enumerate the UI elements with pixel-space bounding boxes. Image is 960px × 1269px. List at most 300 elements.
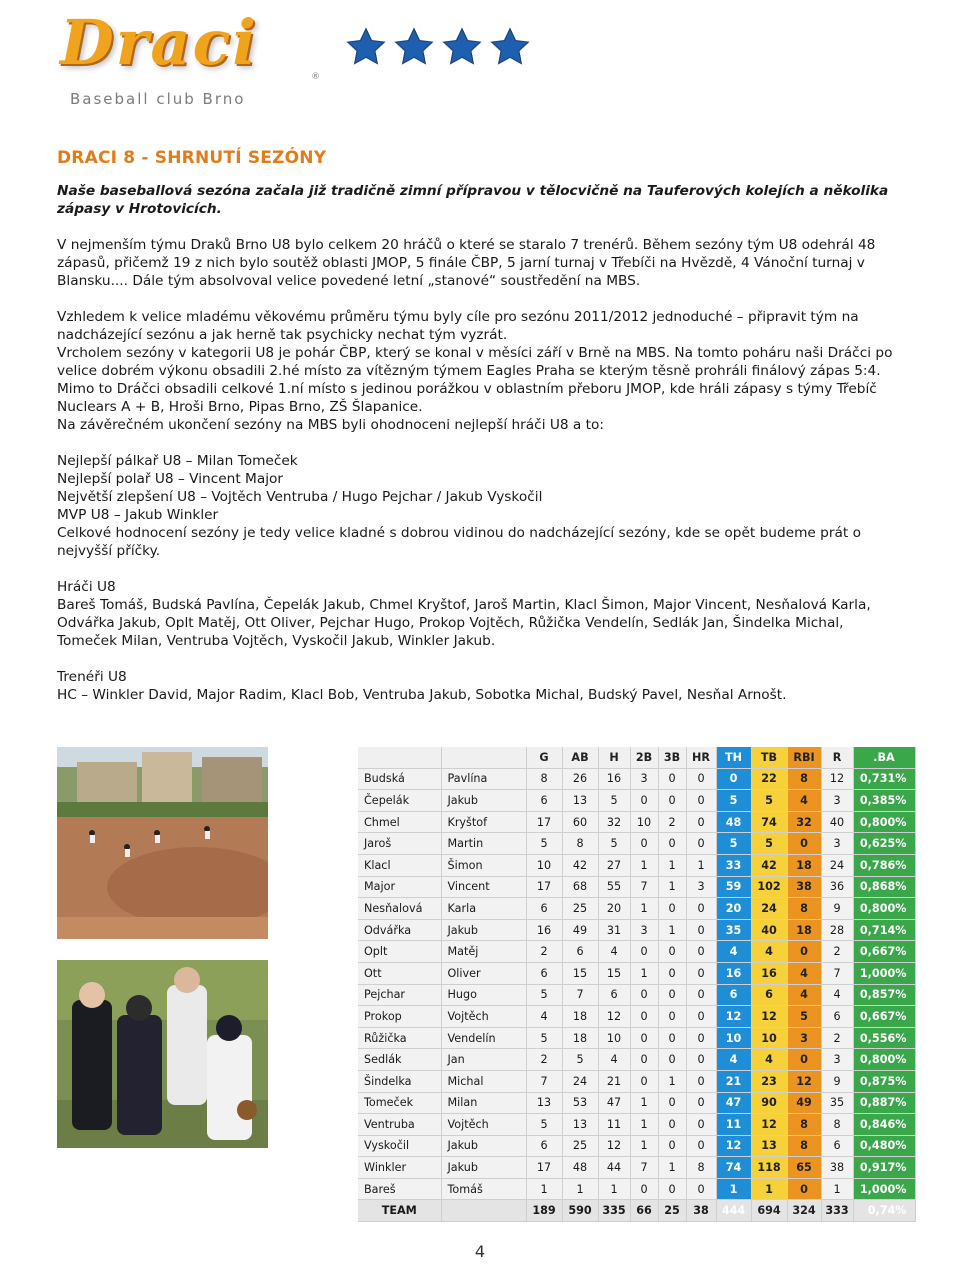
table-cell: 13 (751, 1135, 787, 1157)
table-cell: Vincent (441, 876, 526, 898)
table-row (358, 919, 915, 941)
table-cell: 0 (658, 768, 686, 790)
table-cell: 0 (658, 941, 686, 963)
column-header: H (598, 747, 630, 768)
table-cell: 0 (658, 898, 686, 920)
table-cell: 0 (686, 790, 716, 812)
table-cell: Michal (441, 1070, 526, 1092)
table-cell: 0 (686, 962, 716, 984)
table-cell: 42 (751, 854, 787, 876)
column-header: AB (562, 747, 598, 768)
table-cell: 6 (716, 984, 751, 1006)
page-title: DRACI 8 - SHRNUTÍ SEZÓNY (57, 148, 327, 168)
table-cell: 3 (630, 768, 658, 790)
table-cell: 7 (526, 1070, 562, 1092)
table-cell: 6 (598, 984, 630, 1006)
table-cell: 0,887% (853, 1092, 915, 1114)
table-cell: 324 (787, 1200, 821, 1222)
table-cell (441, 1200, 526, 1222)
logo-wordmark: Draci (60, 6, 258, 79)
table-cell: 40 (821, 811, 853, 833)
baseball-field-photo (57, 747, 268, 939)
table-cell: 1 (598, 1178, 630, 1200)
table-cell: 5 (598, 790, 630, 812)
table-cell: 3 (686, 876, 716, 898)
table-cell: Prokop (358, 1006, 441, 1028)
table-cell: 0 (686, 811, 716, 833)
paragraph-goals: Vzhledem k velice mladému věkovému průměru týmu byly cíle pro sezónu 2011/2012 jednoduché – připravit tým na nadcházející sezónu a jak herně tak psychicky nechat tým vyzrát. (57, 309, 859, 343)
table-cell: 21 (716, 1070, 751, 1092)
table-cell: 40 (751, 919, 787, 941)
column-header: HR (686, 747, 716, 768)
table-cell: 6 (526, 962, 562, 984)
table-cell: 26 (562, 768, 598, 790)
table-cell: 12 (716, 1135, 751, 1157)
table-cell: 5 (716, 833, 751, 855)
table-cell: 8 (526, 768, 562, 790)
table-cell: Ventruba (358, 1114, 441, 1136)
table-cell: 10 (526, 854, 562, 876)
paragraph-highlight: Vrcholem sezóny v kategorii U8 je pohár ČBP, který se konal v měsíci září v Brně na MBS. Na tomto poháru naši Dráčci po velice dobrém výkonu obsadili 2.hé místo za vítězným týmem Eagles Praha se kterým těsně prohráli finálový zápas 5:4. Mimo to Dráčci obsadili celkové 1.ní místo s jedinou porážkou v oblastním přeboru JMOP, kde hráli zápasy s týmy Třebíč Nuclears A + B, Hroši Brno, Pipas Brno, ZŠ Šlapanice. (57, 345, 893, 415)
table-cell: 8 (787, 768, 821, 790)
table-cell: 0,556% (853, 1027, 915, 1049)
table-cell: 3 (821, 833, 853, 855)
column-header: 3B (658, 747, 686, 768)
table-cell: 4 (526, 1006, 562, 1028)
table-cell: 0 (630, 1049, 658, 1071)
table-cell: 0,868% (853, 876, 915, 898)
table-cell: 0 (658, 790, 686, 812)
table-cell: Major (358, 876, 441, 898)
table-cell: 0,875% (853, 1070, 915, 1092)
table-cell: 16 (716, 962, 751, 984)
table-cell: 335 (598, 1200, 630, 1222)
table-cell: 42 (562, 854, 598, 876)
table-cell: 6 (526, 790, 562, 812)
table-cell: 118 (751, 1157, 787, 1179)
award-most-improved: Největší zlepšení U8 – Vojtěch Ventruba / Hugo Pejchar / Jakub Vyskočil (57, 489, 543, 505)
table-cell: 10 (751, 1027, 787, 1049)
table-cell: 694 (751, 1200, 787, 1222)
star-icon (345, 26, 387, 68)
table-cell: 5 (751, 833, 787, 855)
table-row (358, 1114, 915, 1136)
award-best-fielder: Nejlepší polař U8 – Vincent Major (57, 471, 284, 487)
table-cell: 3 (630, 919, 658, 941)
table-cell: 5 (526, 1114, 562, 1136)
table-cell: 55 (598, 876, 630, 898)
table-cell: 0 (658, 984, 686, 1006)
table-cell: 16 (751, 962, 787, 984)
table-cell: 0 (686, 1006, 716, 1028)
table-cell: Vojtěch (441, 1006, 526, 1028)
table-cell: 0,731% (853, 768, 915, 790)
registered-mark: ® (311, 72, 320, 82)
table-cell: 4 (716, 941, 751, 963)
table-header-row (358, 747, 915, 768)
table-cell: 36 (821, 876, 853, 898)
table-cell: 0,917% (853, 1157, 915, 1179)
table-cell: 8 (686, 1157, 716, 1179)
season-evaluation: Celkové hodnocení sezóny je tedy velice kladné s dobrou vidinou do nadcházející sezóny, kde se opět budeme prát o nejvyšší příčky. (57, 525, 861, 559)
table-cell: 5 (787, 1006, 821, 1028)
table-cell: 0,74% (853, 1200, 915, 1222)
table-cell: 0 (658, 833, 686, 855)
table-cell: 15 (562, 962, 598, 984)
table-cell: 8 (787, 1135, 821, 1157)
table-cell: 12 (821, 768, 853, 790)
column-header: .BA (853, 747, 915, 768)
table-row (358, 1049, 915, 1071)
table-cell: 68 (562, 876, 598, 898)
table-cell: 32 (787, 811, 821, 833)
table-cell: 7 (562, 984, 598, 1006)
table-cell: Jakub (441, 1135, 526, 1157)
table-row (358, 790, 915, 812)
table-cell: 0 (787, 1049, 821, 1071)
table-cell: 11 (716, 1114, 751, 1136)
table-cell: 4 (787, 790, 821, 812)
table-cell: Matěj (441, 941, 526, 963)
table-cell: 1 (630, 1092, 658, 1114)
table-cell: 4 (598, 941, 630, 963)
star-icon (441, 26, 483, 68)
table-cell: 8 (787, 898, 821, 920)
table-cell: 444 (716, 1200, 751, 1222)
table-cell: 0 (686, 1070, 716, 1092)
table-cell: 0 (686, 1178, 716, 1200)
table-cell: 0,857% (853, 984, 915, 1006)
table-cell: 1 (630, 1114, 658, 1136)
table-cell: 0,800% (853, 898, 915, 920)
table-cell: 3 (787, 1027, 821, 1049)
column-header: RBI (787, 747, 821, 768)
coaches-list: HC – Winkler David, Major Radim, Klacl Bob, Ventruba Jakub, Sobotka Michal, Budský Pavel, Nesňal Arnošt. (57, 687, 787, 703)
award-mvp: MVP U8 – Jakub Winkler (57, 507, 219, 523)
table-row (358, 833, 915, 855)
players-heading: Hráči U8 (57, 579, 116, 595)
table-cell: Karla (441, 898, 526, 920)
table-cell: 1 (658, 1157, 686, 1179)
table-cell: 1 (658, 876, 686, 898)
table-cell: 4 (787, 962, 821, 984)
star-icon (489, 26, 531, 68)
intro-paragraph: Naše baseballová sezóna začala již tradičně zimní přípravou v tělocvičně na Tauferových kolejích a několika zápasy v Hrotovicích. (57, 183, 889, 217)
table-row (358, 1178, 915, 1200)
table-cell: 0,800% (853, 811, 915, 833)
table-cell: 6 (821, 1006, 853, 1028)
table-cell: 0 (630, 984, 658, 1006)
table-cell: 25 (658, 1200, 686, 1222)
table-cell: 0 (658, 1178, 686, 1200)
table-row (358, 854, 915, 876)
table-cell: 5 (526, 833, 562, 855)
table-cell: 47 (716, 1092, 751, 1114)
table-cell: Tomáš (441, 1178, 526, 1200)
table-cell: 0,385% (853, 790, 915, 812)
table-cell: 12 (787, 1070, 821, 1092)
table-row (358, 984, 915, 1006)
table-cell: 53 (562, 1092, 598, 1114)
table-row (358, 811, 915, 833)
table-cell: Šimon (441, 854, 526, 876)
table-cell: 12 (716, 1006, 751, 1028)
table-cell: 0 (630, 1027, 658, 1049)
table-cell: 0 (686, 919, 716, 941)
table-cell: 12 (598, 1135, 630, 1157)
table-cell: 13 (562, 790, 598, 812)
table-cell: 1 (686, 854, 716, 876)
table-cell: Bareš (358, 1178, 441, 1200)
club-logo (60, 6, 320, 108)
table-cell: 1 (658, 854, 686, 876)
table-row (358, 1135, 915, 1157)
table-cell: 0,846% (853, 1114, 915, 1136)
table-cell: 0 (658, 1049, 686, 1071)
table-row (358, 1157, 915, 1179)
table-row (358, 1070, 915, 1092)
table-cell: 4 (787, 984, 821, 1006)
column-header (358, 747, 441, 768)
table-cell: Tomeček (358, 1092, 441, 1114)
table-cell: 18 (562, 1006, 598, 1028)
table-cell: 5 (598, 833, 630, 855)
table-cell: 35 (821, 1092, 853, 1114)
table-cell: 25 (562, 1135, 598, 1157)
table-cell: 1,000% (853, 1178, 915, 1200)
table-cell: 1 (716, 1178, 751, 1200)
table-cell: 33 (716, 854, 751, 876)
table-cell: 15 (598, 962, 630, 984)
table-cell: 0 (787, 1178, 821, 1200)
table-cell: 18 (562, 1027, 598, 1049)
column-header: G (526, 747, 562, 768)
column-header: TH (716, 747, 751, 768)
table-cell: 18 (787, 919, 821, 941)
table-cell: Jakub (441, 790, 526, 812)
table-cell: 0 (630, 1006, 658, 1028)
table-cell: Vendelín (441, 1027, 526, 1049)
table-cell: 35 (716, 919, 751, 941)
table-cell: 0 (686, 1135, 716, 1157)
table-cell: 0 (630, 833, 658, 855)
table-cell: Čepelák (358, 790, 441, 812)
table-row (358, 876, 915, 898)
table-cell: 0 (630, 941, 658, 963)
table-cell: 60 (562, 811, 598, 833)
table-cell: Pavlína (441, 768, 526, 790)
table-row (358, 898, 915, 920)
table-cell: 38 (821, 1157, 853, 1179)
table-cell: Budská (358, 768, 441, 790)
table-cell: Winkler (358, 1157, 441, 1179)
table-cell: 2 (526, 1049, 562, 1071)
table-cell: 12 (751, 1006, 787, 1028)
table-cell: 189 (526, 1200, 562, 1222)
players-list: Bareš Tomáš, Budská Pavlína, Čepelák Jakub, Chmel Kryštof, Jaroš Martin, Klacl Šimon, Major Vincent, Nesňalová Karla, Odvářka Jakub, Oplt Matěj, Ott Oliver, Pejchar Hugo, Prokop Vojtěch, Růžička Vendelín, Sedlák Jan, Šindelka Michal, Tomeček Milan, Ventruba Vojtěch, Vyskočil Jakub, Winkler Jakub. (57, 597, 871, 649)
table-cell: 1 (658, 919, 686, 941)
table-cell: 0 (630, 1070, 658, 1092)
table-cell: 0 (686, 984, 716, 1006)
table-cell: Oplt (358, 941, 441, 963)
table-cell: 2 (526, 941, 562, 963)
table-cell: 17 (526, 876, 562, 898)
table-cell: 2 (821, 1027, 853, 1049)
table-cell: 48 (562, 1157, 598, 1179)
table-cell: 17 (526, 811, 562, 833)
table-cell: 1 (630, 1135, 658, 1157)
table-cell: 5 (526, 1027, 562, 1049)
table-cell: 66 (630, 1200, 658, 1222)
table-cell: 1 (821, 1178, 853, 1200)
table-cell: 1 (562, 1178, 598, 1200)
table-cell: Milan (441, 1092, 526, 1114)
table-cell: 2 (821, 941, 853, 963)
column-header: 2B (630, 747, 658, 768)
table-cell: 23 (751, 1070, 787, 1092)
table-cell: 0 (658, 1135, 686, 1157)
table-cell: 74 (716, 1157, 751, 1179)
table-cell: Klacl (358, 854, 441, 876)
table-cell: 0 (658, 962, 686, 984)
table-cell: 0 (686, 1114, 716, 1136)
column-header (441, 747, 526, 768)
table-row (358, 1092, 915, 1114)
table-cell: Sedlák (358, 1049, 441, 1071)
table-cell: 1 (526, 1178, 562, 1200)
table-cell: 590 (562, 1200, 598, 1222)
table-cell: 10 (716, 1027, 751, 1049)
table-row (358, 1027, 915, 1049)
table-cell: 0 (658, 1114, 686, 1136)
table-cell: 0,480% (853, 1135, 915, 1157)
table-cell: 5 (562, 1049, 598, 1071)
table-cell: Hugo (441, 984, 526, 1006)
table-cell: 0,667% (853, 941, 915, 963)
table-cell: 0,667% (853, 1006, 915, 1028)
table-cell: 16 (526, 919, 562, 941)
article-body (57, 148, 903, 704)
table-cell: 4 (716, 1049, 751, 1071)
table-cell: 0 (787, 941, 821, 963)
table-cell: 1 (630, 898, 658, 920)
table-cell: 49 (562, 919, 598, 941)
table-cell: 333 (821, 1200, 853, 1222)
table-cell: 38 (686, 1200, 716, 1222)
table-cell: 6 (821, 1135, 853, 1157)
table-cell: 20 (716, 898, 751, 920)
table-cell: 74 (751, 811, 787, 833)
table-cell: 8 (562, 833, 598, 855)
table-cell: 0,625% (853, 833, 915, 855)
table-cell: 4 (751, 941, 787, 963)
table-cell: 1,000% (853, 962, 915, 984)
page-number: 4 (474, 1242, 486, 1261)
table-cell: Oliver (441, 962, 526, 984)
table-cell: Jaroš (358, 833, 441, 855)
table-cell: 0 (686, 1092, 716, 1114)
table-cell: 0 (787, 833, 821, 855)
column-header: TB (751, 747, 787, 768)
table-cell: 17 (526, 1157, 562, 1179)
table-cell: 2 (658, 811, 686, 833)
paragraph-team-summary: V nejmenším týmu Draků Brno U8 bylo celkem 20 hráčů o které se staralo 7 trenérů. Během sezóny tým U8 odehrál 48 zápasů, přičemž 19 z nich bylo soutěž oblasti JMOP, 5 finále ČBP, 5 jarní turnaj v Třebíči na Hvězdě, 4 Vánoční turnaj v Blansku.... Dále tým absolvoval velice povedené letní „stanové“ soustředění na MBS. (57, 237, 876, 289)
table-cell: 0 (686, 768, 716, 790)
table-row (358, 962, 915, 984)
table-cell: 0,714% (853, 919, 915, 941)
paragraph-awards-intro: Na závěrečném ukončení sezóny na MBS byli ohodnoceni nejlepší hráči U8 a to: (57, 417, 605, 433)
table-row (358, 941, 915, 963)
table-cell: 6 (526, 898, 562, 920)
table-cell: 24 (562, 1070, 598, 1092)
table-cell: 5 (751, 790, 787, 812)
table-cell: 48 (716, 811, 751, 833)
table-cell: 3 (821, 1049, 853, 1071)
table-cell: 9 (821, 898, 853, 920)
table-cell: 0 (686, 1027, 716, 1049)
table-cell: 47 (598, 1092, 630, 1114)
table-cell: 7 (630, 1157, 658, 1179)
table-cell: 13 (562, 1114, 598, 1136)
table-cell: 4 (821, 984, 853, 1006)
table-cell: 7 (821, 962, 853, 984)
table-cell: 65 (787, 1157, 821, 1179)
table-cell: 0 (686, 1049, 716, 1071)
coaches-heading: Trenéři U8 (57, 669, 127, 685)
table-cell: 31 (598, 919, 630, 941)
table-cell: Chmel (358, 811, 441, 833)
table-cell: 90 (751, 1092, 787, 1114)
table-cell: 0,800% (853, 1049, 915, 1071)
table-cell: 8 (787, 1114, 821, 1136)
table-cell: 0 (686, 898, 716, 920)
table-cell: 24 (751, 898, 787, 920)
table-cell: 0 (630, 1178, 658, 1200)
table-cell: Jan (441, 1049, 526, 1071)
table-cell: 18 (787, 854, 821, 876)
table-row (358, 1006, 915, 1028)
table-cell: 12 (751, 1114, 787, 1136)
table-cell: 38 (787, 876, 821, 898)
table-cell: 1 (751, 1178, 787, 1200)
table-cell: 27 (598, 854, 630, 876)
table-cell: 16 (598, 768, 630, 790)
table-cell: Vyskočil (358, 1135, 441, 1157)
logo-subtitle: Baseball club Brno (70, 90, 246, 108)
table-cell: 24 (821, 854, 853, 876)
table-cell: Ott (358, 962, 441, 984)
table-cell: Vojtěch (441, 1114, 526, 1136)
table-cell: 7 (630, 876, 658, 898)
table-cell: 1 (658, 1070, 686, 1092)
award-best-batter: Nejlepší pálkař U8 – Milan Tomeček (57, 453, 298, 469)
table-cell: 6 (751, 984, 787, 1006)
table-cell: 32 (598, 811, 630, 833)
table-cell: Růžička (358, 1027, 441, 1049)
table-cell: 6 (526, 1135, 562, 1157)
table-cell: 102 (751, 876, 787, 898)
table-cell: Nesňalová (358, 898, 441, 920)
table-cell: 5 (526, 984, 562, 1006)
table-cell: 11 (598, 1114, 630, 1136)
table-cell: Jakub (441, 919, 526, 941)
table-cell: 10 (598, 1027, 630, 1049)
table-cell: 0,786% (853, 854, 915, 876)
table-cell: 25 (562, 898, 598, 920)
batting-stats-table (358, 747, 916, 1222)
table-cell: 28 (821, 919, 853, 941)
table-cell: 1 (630, 962, 658, 984)
